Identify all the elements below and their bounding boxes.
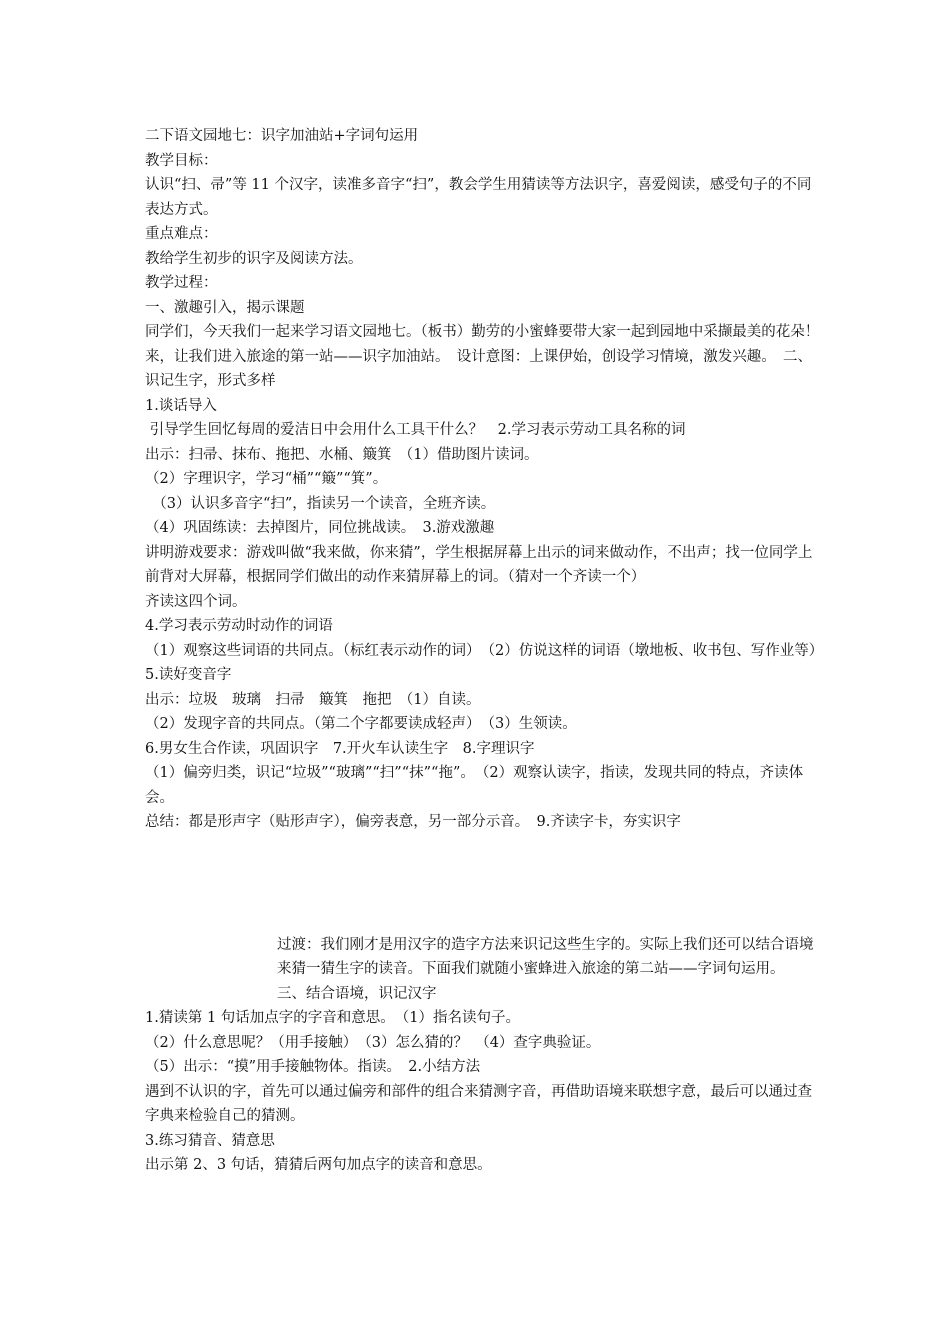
paragraph: 教给学生初步的识字及阅读方法。 [145,250,363,267]
paragraph: 总结：都是形声字（贴形声字），偏旁表意，另一部分示音。 9.齐读字卡，夯实识字 [145,814,681,830]
paragraph: 3.练习猜音、猜意思 [145,1132,275,1149]
paragraph: 4.学习表示劳动时动作的词语 [145,618,333,634]
section-heading: 教学目标： [145,152,218,169]
paragraph: 6.男女生合作读，巩固识字 7.开火车认读生字 8.字理识字 [145,740,535,757]
paragraph: 出示：垃圾 玻璃 扫帚 簸箕 拖把 （1）自读。 [145,691,481,708]
paragraph: 讲明游戏要求：游戏叫做“我来做，你来猜”，学生根据屏幕上出示的词来做动作，不出声；找一位同学上前背对大屏幕，根据同学们做出的动作来猜屏幕上的词。（猜对一个齐读一个） [145,544,813,585]
paragraph: 出示第 2、3 句话，猜猜后两句加点字的读音和意思。 [145,1157,492,1173]
paragraph: （5）出示：“摸”用手接触物体。指读。 2.小结方法 [145,1059,481,1075]
paragraph: 认识“扫、帚”等 11 个汉字，读准多音字“扫”，教会学生用猜读等方法识字，喜爱阅读，感受句子的不同表达方式。 [145,177,812,218]
transition-paragraph: 过渡：我们刚才是用汉字的造字方法来识记这些生字的。实际上我们还可以结合语境来猜一猜生字的读音。下面我们就随小蜜蜂进入旅途的第二站——字词句运用。 三、结合语境，识记汉字 [277,936,814,1002]
paragraph: 1.猜读第 1 句话加点字的字音和意思。 （1）指名读句子。 [145,1010,521,1026]
document-body [145,124,831,1178]
paragraph: （3）认识多音字“扫”，指读另一个读音，全班齐读。 [145,495,496,512]
paragraph: 一、激趣引入，揭示课题 [145,299,305,316]
paragraph: 遇到不认识的字，首先可以通过偏旁和部件的组合来猜测字音，再借助语境来联想字意，最后可以通过查字典来检验自己的猜测。 [145,1083,812,1124]
paragraph: 引导学生回忆每周的爱洁日中会用什么工具干什么？ 2.学习表示劳动工具名称的词 [145,422,686,438]
paragraph: 同学们，今天我们一起来学习语文园地七。（板书）勤劳的小蜜蜂要带大家一起到园地中采撷最美的花朵！来，让我们进入旅途的第一站——识字加油站。 设计意图：上课伊始，创设学习情境，激发兴趣。 二、识记生字，形式多样 [145,324,820,389]
blank-gap [145,835,820,933]
paragraph: （2）什么意思呢？（用手接触） （3）怎么猜的？ （4）查字典验证。 [145,1034,601,1051]
section-heading: 教学过程： [145,275,218,291]
lesson-plan-part-2 [145,933,820,1178]
lesson-plan-part-1 [145,124,831,835]
paragraph: （1）观察这些词语的共同点。（标红表示动作的词） （2）仿说这样的词语（墩地板、收书包、写作业等） 5.读好变音字 [145,642,831,683]
paragraph: 出示：扫帚、抹布、拖把、水桶、簸箕 （1）借助图片读词。 [145,446,539,463]
paragraph: （2）字理识字，学习“桶”“簸”“箕”。 [145,471,388,487]
paragraph: （1）偏旁归类，识记“垃圾”“玻璃”“扫”“抹”“拖”。 （2）观察认读字，指读，发现共同的特点，齐读体会。 [145,765,804,806]
paragraph: （2）发现字音的共同点。（第二个字都要读成轻声） （3）生领读。 [145,716,577,732]
doc-title: 二下语文园地七：识字加油站+字词句运用 [145,128,419,144]
paragraph: 齐读这四个词。 [145,593,247,610]
section-heading: 重点难点： [145,226,218,242]
paragraph: 1.谈话导入 [145,397,217,414]
paragraph: （4）巩固练读：去掉图片，同位挑战读。 3.游戏激趣 [145,520,495,536]
